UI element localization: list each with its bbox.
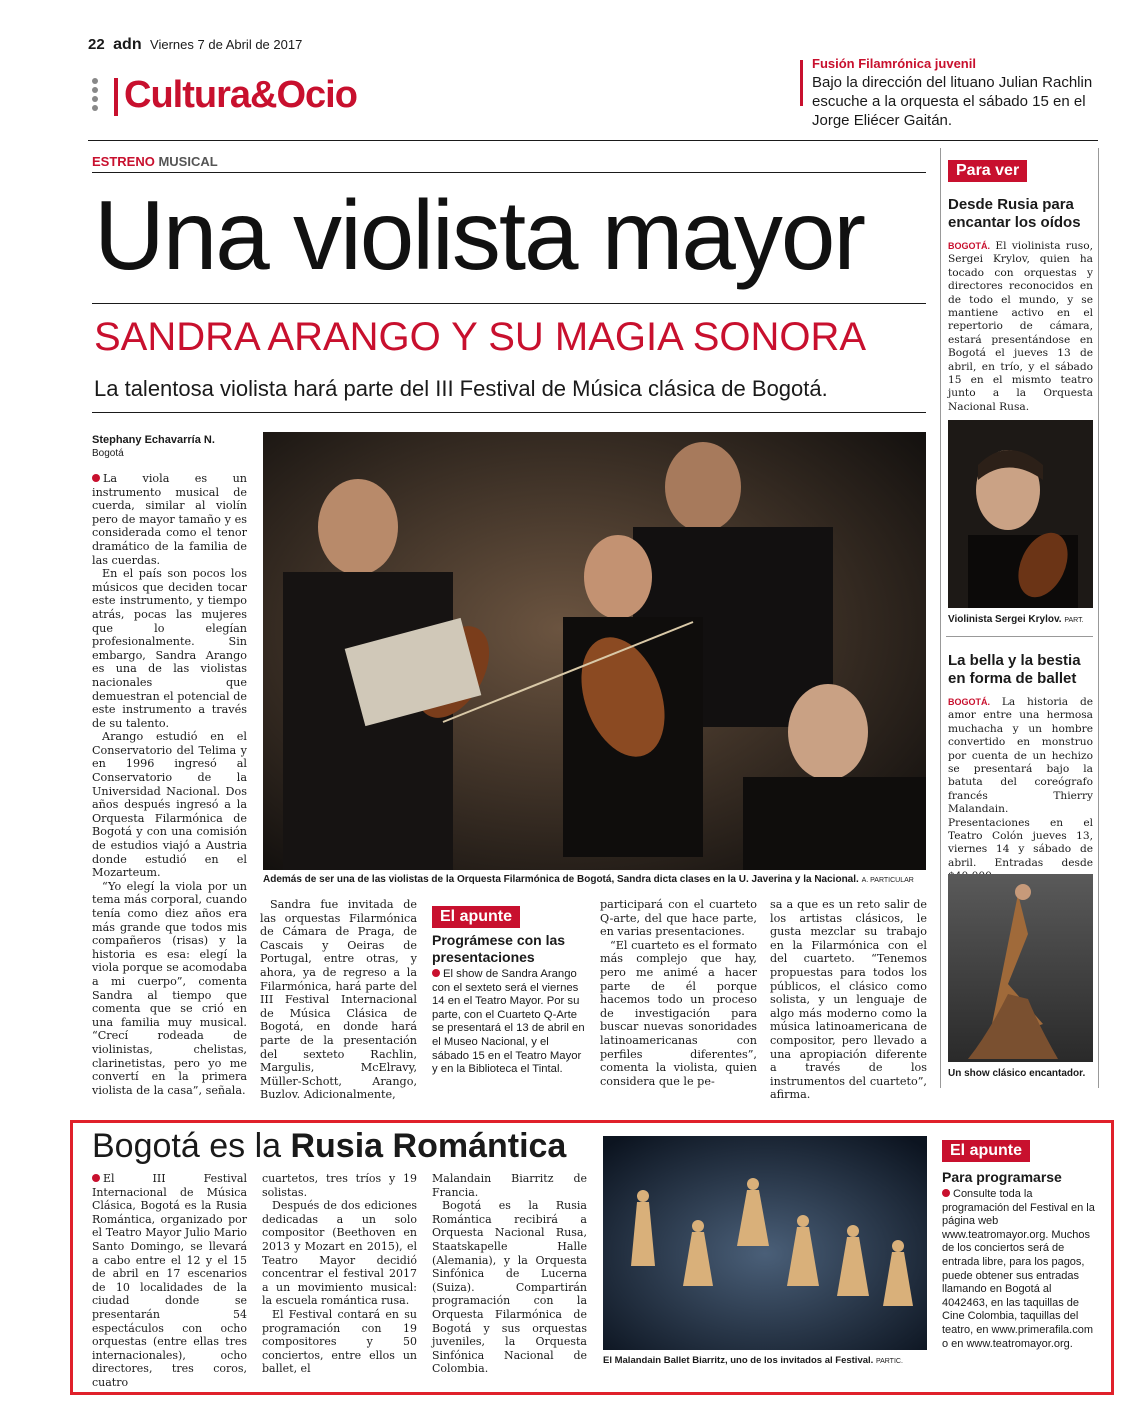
headline: Una violista mayor (94, 180, 865, 290)
malandain-caption-text: El Malandain Ballet Biarritz, uno de los invitados al Festival. (603, 1355, 874, 1366)
red-bullet-icon (92, 474, 100, 482)
col1-para-4: “Yo elegí la viola por un tema más corporal, cuando tenía como diez años era más grande que todos mis compañeros (risas) y la historia es esa: elegí la viola porque se acomodaba a mi cuerpo”, comenta Sandra al tiempo que comenta que se crió en una familia muy musical. “Crecí rodeada de violinistas, chelistas, clarinetistas, pero yo me convertí en la primera violista de la casa”, señala. (92, 879, 247, 1097)
article-col-5 (770, 898, 927, 1102)
col4-para-1: participará con el cuarteto Q-arte, del que hace parte, en varias presentaciones. (600, 898, 757, 939)
apunte-text (432, 968, 588, 1077)
ballet-caption: Un show clásico encantador. (948, 1068, 1086, 1079)
festival-apunte-title: Para programarse (942, 1169, 1062, 1185)
red-bullet-icon (432, 969, 440, 977)
kicker-red: ESTRENO (92, 154, 155, 169)
page-number: 22 (88, 36, 105, 53)
sidebar-item1-title: Desde Rusia para encantar los oídos (948, 196, 1081, 231)
malandain-caption (603, 1355, 933, 1368)
festival-col2-para-1: cuartetos, tres tríos y 19 solistas. (262, 1172, 417, 1199)
article-col-1 (92, 472, 247, 1097)
header-rule (88, 140, 1098, 141)
apunte-box (432, 906, 588, 1077)
festival-col3-para-1: Malandain Biarritz de Francia. (432, 1172, 587, 1199)
col1-para-3: Arango estudió en el Conservatorio del Telima y en 1996 ingresó al Conservatorio de la Universidad Nacional. Dos años después ingresó a la Orquesta Filarmónica de Bogotá y con una comisión de estudios viajó a Austria donde estudió en el Mozarteum. (92, 730, 247, 880)
sidebar-rule (946, 636, 1093, 637)
festival-col1-body: El III Festival Internacional de Música Clásica, Bogotá es la Rusia Romántica, organizado por el Teatro Mayor Julio Mario Santo Domingo, se llevará a cabo entre el 12 y el 15 de abril en 17 escenarios de 10 localidades de la ciudad donde se presentarán 54 espectáculos con ocho orquestas (entre ellas tres internacionales), ocho directores, tres coros, cuatro (92, 1172, 247, 1389)
deck-rule (92, 412, 926, 413)
ballet-photo (948, 874, 1093, 1062)
sidebar-item1-text (948, 240, 1093, 414)
orchestra-photo-art (263, 432, 926, 870)
malandain-photo (603, 1136, 927, 1350)
krylov-photo (948, 420, 1093, 608)
malandain-photo-art (603, 1136, 927, 1350)
ballet-photo-art (948, 874, 1093, 1062)
krylov-photo-art (948, 420, 1093, 608)
sidebar-tag: Para ver (948, 160, 1027, 182)
col1-para-2: En el país son pocos los músicos que deciden tocar este instrumento, y tiempo atrás, pocas las mujeres que lo elegían profesionalmente. Sin embargo, Sandra Arango es una de las violistas nacionales que demuestran el potencial de este instrumento a través de su talento. (92, 567, 247, 730)
red-bullet-icon (92, 1174, 100, 1182)
brand-logo: adn (113, 36, 142, 53)
main-photo-credit: A. PARTICULAR (861, 877, 914, 884)
krylov-caption (948, 614, 1093, 627)
col1-para-1: La viola es un instrumento musical de cuerda, similar al violín pero de mayor tamaño y es considerada como el tenor dramático de la familia de las cuerdas. (92, 472, 247, 567)
festival-apunte-text (942, 1188, 1100, 1351)
orchestra-photo (263, 432, 926, 870)
teaser-title: Fusión Filamrónica juvenil (812, 56, 976, 71)
festival-apunte-body: Consulte toda la programación del Festival en la página web www.teatromayor.org. Muchos de los conciertos será de entrada libre, para los pagos, puede obtener sus entradas llamando en Bogotá al 4042463, en las taquillas de Cine Colombia, taquillas del teatro, en www.primerafila.com o en www.teatromayor.org. (942, 1188, 1095, 1350)
festival-headline (92, 1124, 566, 1168)
sidebar-item2-text (948, 696, 1093, 884)
festival-col-1 (92, 1172, 247, 1390)
sidebar-item2-body: La historia de amor entre una hermosa muchacha y un hombre convertido en monstruo por cuenta de un hechizo se presentará bajo la batuta del coreógrafo francés Thierry Malandain. Presentaciones en el Teatro Colón jueves 13, viernes 14 y sábado de abril. Entradas desde (948, 696, 1094, 869)
col2-para-1: Sandra fue invitada de las orquestas Filarmónica de Cámara de Praga, de Cascais y Oeiras de Portugal, entre otras, y ahora, ya de regreso a la Filarmónica, hará parte del III Festival Internacional de Música Clásica de Bogotá, en donde hará parte de la presentación del sexteto Rachlin, Margulis, McElravy, Müller-Schott, Arango, Buzlov. Adicionalmente, (260, 898, 417, 1102)
festival-headline-light: Bogotá es la (92, 1127, 291, 1165)
sidebar-item1-body: El violinista ruso, Sergei Krylov, quien ha tocado con orquestas y directores reconocidos en de todo el mundo, y se mantiene activo en el repertorio de cámara, estará presentándose en Bogotá el jueves 13 de abril, en trío, y el sábado 15 en el mismto teatro junto a la Orquesta Nacional Rusa. (948, 240, 1093, 413)
festival-col-2 (262, 1172, 417, 1376)
main-photo-caption (263, 874, 926, 887)
headline-rule (92, 303, 926, 304)
malandain-credit: PARTIC. (875, 1358, 903, 1365)
subheadline: SANDRA ARANGO Y SU MAGIA SONORA (94, 315, 867, 359)
festival-col2-para-2: Después de dos ediciones dedicadas a un solo compositor (Beethoven en 2013 y Mozart en 2015), el Teatro Mayor decidió concentrar el festival 2017 a un movimiento musical: la escuela romántica rusa. (262, 1199, 417, 1308)
header-dots (92, 78, 100, 111)
main-photo-caption-text: Además de ser una de las violistas de la Orquesta Filarmónica de Bogotá, Sandra dicta clases en la U. Javerina y la Nacional. (263, 874, 859, 885)
festival-col-3 (432, 1172, 587, 1376)
sidebar-item2-city: BOGOTÁ. (948, 697, 990, 707)
sidebar-tag-wrap (948, 160, 1027, 182)
apunte-tag: El apunte (432, 906, 520, 928)
teaser-bar (800, 60, 803, 106)
red-bullet-icon (942, 1189, 950, 1197)
festival-apunte (942, 1140, 1100, 1351)
krylov-credit: PART. (1064, 617, 1084, 624)
article-col-2 (260, 898, 417, 1102)
sidebar-item2-title: La bella y la bestia en forma de ballet (948, 652, 1081, 687)
apunte-body: El show de Sandra Arango con el sexteto será el viernes 14 en el Teatro Mayor. Por su parte, con el Cuarteto Q-Arte se presentará el 13 de abril en el Museo Nacional, y el sábado 15 en el Teatro Mayor y en la Biblioteca el Tintal. (432, 968, 585, 1076)
sidebar-item1-city: BOGOTÁ. (948, 241, 990, 251)
festival-apunte-tag: El apunte (942, 1140, 1030, 1162)
col4-para-2: “El cuarteto es el formato más complejo que hay, pero me animé a hacer parte de él porque hacemos todo un proceso de investigación para buscar nuevas sonoridades latinoamericanas con perfiles diferentes”, comenta la violista, quien considera que le pe- (600, 938, 757, 1088)
dateline: Bogotá (92, 448, 124, 459)
apunte-title: Prográmese con las presentaciones (432, 932, 566, 965)
teaser-text: Bajo la dirección del lituano Julian Rachlin escuche a la orquesta el sábado 15 en el Jorge Eliécer Gaitán. (812, 74, 1093, 129)
byline: Stephany Echavarría N. (92, 434, 215, 446)
deck: La talentosa violista hará parte del III Festival de Música clásica de Bogotá. (94, 376, 828, 401)
section-title: Cultura&Ocio (124, 74, 357, 116)
kicker-rule (92, 172, 926, 173)
page-header (88, 36, 348, 56)
festival-col2-para-3: El Festival contará en su programación con 19 compositores y 50 conciertos, entre ellos un ballet, el (262, 1307, 417, 1376)
festival-col3-para-2: Bogotá es la Rusia Romántica recibirá a Orquesta Nacional Rusa, Staatskapelle Halle (Alemania), y la Orquesta Sinfónica de Lucerna (Suiza). Compartirán programación con la Orquesta Filarmónica de Bogotá y sus orquestas juveniles, la Orquesta Sinfónica Nacional de Colombia. (432, 1199, 587, 1376)
krylov-caption-text: Violinista Sergei Krylov. (948, 614, 1062, 625)
kicker (92, 154, 218, 169)
article-col-4 (600, 898, 757, 1088)
kicker-rest: MUSICAL (154, 154, 218, 169)
festival-headline-bold: Rusia Romántica (290, 1127, 567, 1165)
section-bar (114, 78, 118, 116)
issue-date: Viernes 7 de Abril de 2017 (150, 37, 303, 52)
col5-para-1: sa a que es un reto salir de los artistas clásicos, le gusta mezclar su trabajo en la Filarmónica con el del cuarteto. “Tenemos propuestas para todos los públicos, el clásico como solista, y un lenguaje de algo más moderno como la música latinoamericana de compositor, pero llevado a una apropiación diferente a través de los instrumentos del cuarteto”, afirma. (770, 898, 927, 1102)
